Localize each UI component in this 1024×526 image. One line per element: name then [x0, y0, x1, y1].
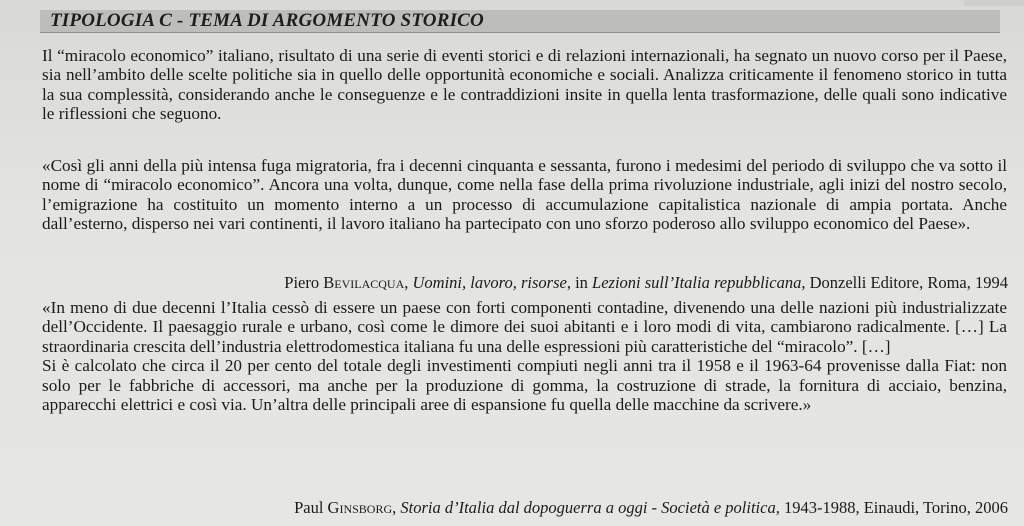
citation-work-title: Uomini, lavoro, risorse [412, 273, 567, 292]
citation-separator: , [404, 273, 413, 292]
citation-ginsborg [294, 498, 1008, 517]
quote-ginsborg [42, 298, 1007, 414]
intro-text: Il “miracolo economico” italiano, risultato di una serie di eventi storici e di relazioni internazionali, ha segnato un nuovo corso per il Paese, sia nell’ambito delle scelte politiche sia in quello delle opportunità economiche e sociali. Analizza criticamente il fenomeno storico in tutta la sua complessità, considerando anche le conseguenze e le contraddizioni insite in quella lenta trasformazione, delle quali sono indicative le riflessioni che seguono. [42, 46, 1007, 124]
intro-paragraph [42, 46, 1007, 124]
citation-work-title: Storia d’Italia dal dopoguerra a oggi - Società e politica [400, 498, 776, 517]
citation-bevilacqua [284, 273, 1008, 292]
citation-author-last: Bevilacqua [323, 273, 405, 292]
section-header-bar [40, 10, 1000, 33]
section-title: TIPOLOGIA C - TEMA DI ARGOMENTO STORICO [50, 10, 484, 31]
quote-ginsborg-paragraph-1: «In meno di due decenni l’Italia cessò di essere un paese con forti componenti contadine, divenendo una delle nazioni più industrializzate dell’Occidente. Il paesaggio rurale e urbano, così come le dimore dei suoi abitanti e i loro modi di vita, cambiarono radicalmente. […] La straordinaria crescita dell’industria elettrodomestica italiana fu una delle espressioni più caratteristiche del “miracolo”. […] [42, 298, 1007, 356]
page-edge-decoration [964, 0, 1024, 6]
citation-author-first: Paul [294, 498, 328, 517]
citation-publisher: , Donzelli Editore, Roma, 1994 [801, 273, 1008, 292]
citation-collection-title: Lezioni sull’Italia repubblicana [592, 273, 802, 292]
citation-author-first: Piero [284, 273, 324, 292]
quote-bevilacqua [42, 156, 1007, 234]
citation-publisher: , 1943-1988, Einaudi, Torino, 2006 [775, 498, 1008, 517]
citation-author-last: Ginsborg [327, 498, 393, 517]
quote-bevilacqua-text: «Così gli anni della più intensa fuga migratoria, fra i decenni cinquanta e sessanta, furono i medesimi del periodo di sviluppo che va sotto il nome di “miracolo economico”. Ancora una volta, dunque, come nella fase della prima rivoluzione industriale, agli inizi del nostro secolo, l’emigrazione ha costituito un momento interno a un processo di accumulazione capitalistica nazionale di ampia portata. Anche dall’esterno, disperso nei vari continenti, il lavoro italiano ha partecipato con uno sforzo poderoso allo sviluppo economico del Paese». [42, 156, 1007, 234]
citation-separator: , in [566, 273, 593, 292]
quote-ginsborg-paragraph-2: Si è calcolato che circa il 20 per cento del totale degli investimenti compiuti negli anni tra il 1958 e il 1963-64 provenisse dalla Fiat: non solo per le fabbriche di accessori, ma anche per la produzione di gomma, la costruzione di strade, la fornitura di acciaio, benzina, apparecchi elettrici e così via. Un’altra delle principali aree di espansione fu quella delle macchine da scrivere.» [42, 356, 1007, 415]
citation-separator: , [392, 498, 401, 517]
